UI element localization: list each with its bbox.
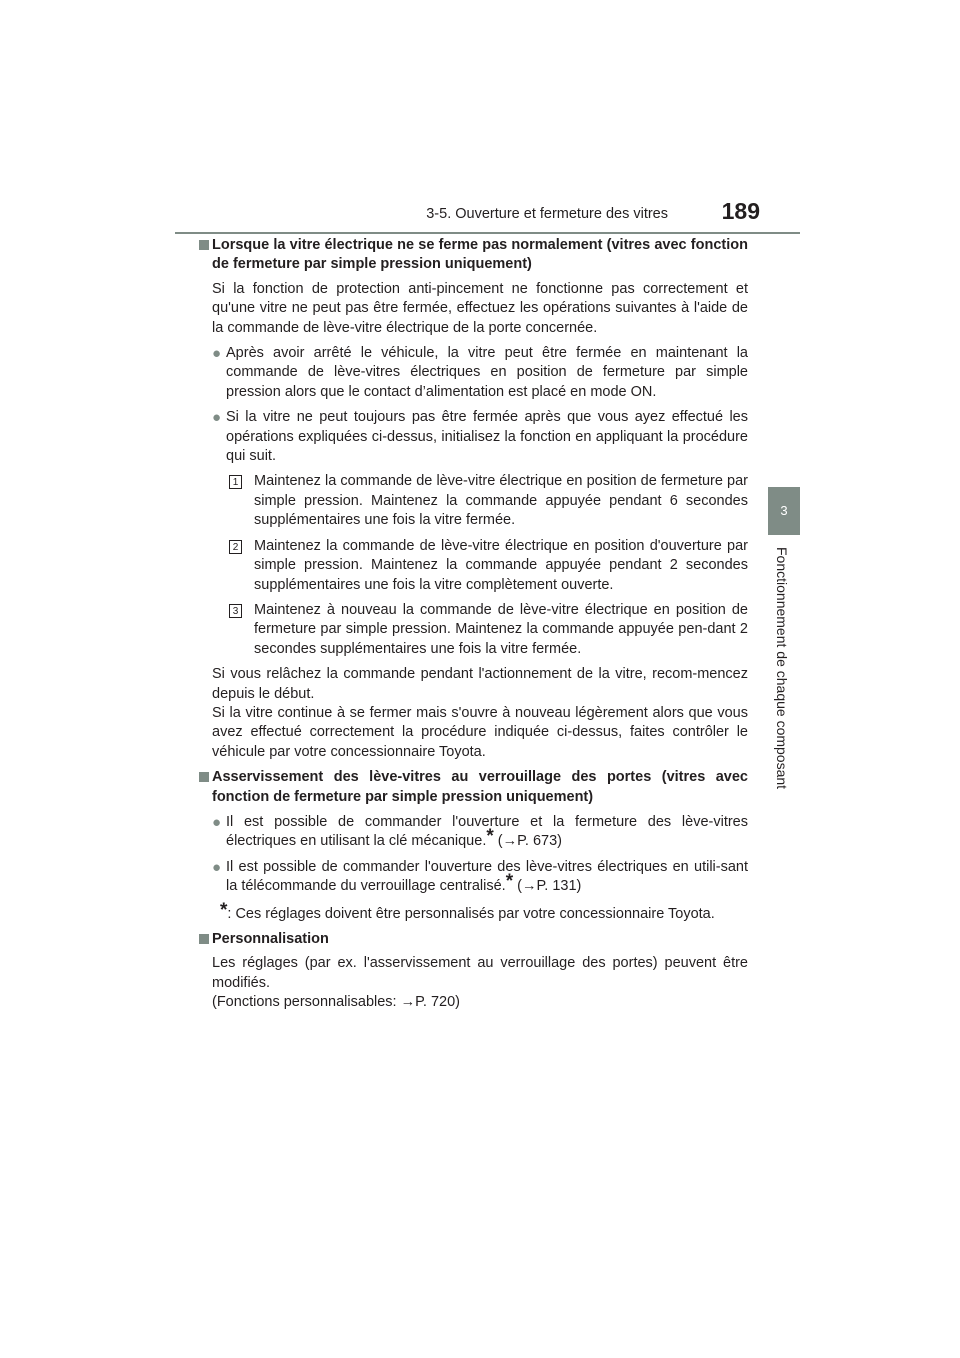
list-item [212,813,748,852]
footnote-marker: * [505,871,514,893]
procedure-step [212,472,748,530]
header-section-title: 3-5. Ouverture et fermeture des vitres [426,206,668,222]
section-window-close [212,236,748,762]
section-square-icon [199,240,209,250]
list-item [212,858,748,897]
footnote-text: : Ces réglages doivent être personnalisés par votre concessionnaire Toyota. [227,905,715,922]
procedure-step [212,537,748,595]
step-number: 2 [229,540,242,554]
step-number: 3 [229,604,242,618]
note-text: Si la vitre continue à se fermer mais s'ouvre à nouveau légèrement alors que vous avez effectué correctement la procédure indiquée ci-dessus, faites contrôler le véhicule par votre concessionnaire Toyota. [212,704,748,760]
list-item [212,344,748,402]
bullet-icon: ● [212,858,222,876]
bullet-text [226,813,748,852]
bullet-text: Après avoir arrêté le véhicule, la vitre peut être fermée en maintenant la commande de lève-vitres électriques en position de fermeture par simple pression alors que le contact d’alimentation est placé en mode ON. [226,345,748,400]
section-customization [212,930,748,1013]
bullet-icon: ● [212,409,222,427]
page-number: 189 [721,198,760,224]
bullet-icon: ● [212,345,222,363]
note-text: Si vous relâchez la commande pendant l'actionnement de la vitre, recom-mencez depuis le début. [212,666,748,702]
bullet-text: Si la vitre ne peut toujours pas être fermée après que vous ayez effectué les opérations expliquées ci-dessus, initialisez la fonction en appliquant la procédure qui suit. [226,409,748,465]
section-door-lock-link [212,768,748,924]
chapter-title: Fonctionnement de chaque composant [774,547,790,790]
bullet-icon: ● [212,813,222,831]
chapter-side-label [768,547,800,807]
bullet-body: Il est possible de commander l'ouverture des lève-vitres électriques en utili-sant la télécommande du verrouillage centralisé. [226,858,748,895]
section-body: (Fonctions personnalisables: →P. 720) [212,994,460,1011]
section-square-icon [199,772,209,782]
section-body: Les réglages (par ex. l'asservissement au verrouillage des portes) peuvent être modifiés. [212,955,748,991]
step-text: Maintenez à nouveau la commande de lève-vitre électrique en position de fermeture par simple pression. Maintenez la commande appuyée pen-dant 2 secondes supplémentaires une fois la vitre fermée. [254,601,748,657]
section-heading: Asservissement des lève-vitres au verrouillage des portes (vitres avec fonction de fermeture par simple pression uniquement) [212,769,748,805]
header-rule [175,232,800,234]
page-reference: (→P. 673) [497,833,562,850]
bullet-body: Il est possible de commander l'ouverture et la fermeture des lève-vitres électriques en utilisant la clé mécanique. [226,813,748,850]
section-heading: Lorsque la vitre électrique ne se ferme pas normalement (vitres avec fonction de fermeture par simple pression uniquement) [212,237,748,273]
footnote-star: * [220,899,228,921]
page-content [212,236,748,1013]
chapter-tab: 3 [768,487,800,535]
step-number: 1 [229,475,242,489]
page-reference: (→P. 131) [517,878,582,895]
bullet-text [226,858,748,897]
step-text: Maintenez la commande de lève-vitre électrique en position de fermeture par simple pression. Maintenez la commande appuyée pendant 6 secondes supplémentaires une fois la vitre fermée. [254,473,748,529]
procedure-step [212,601,748,659]
list-item [212,408,748,466]
footnote-marker: * [486,826,494,848]
footnote [220,899,748,924]
step-text: Maintenez la commande de lève-vitre électrique en position d'ouverture par simple pression. Maintenez la commande appuyée pendant 2 secondes supplémentaires une fois la vitre complètement ouverte. [254,537,748,593]
section-square-icon [199,934,209,944]
section-intro: Si la fonction de protection anti-pincement ne fonctionne pas correctement et qu'une vitre ne peut pas être fermée, effectuez les opérations suivantes à l'aide de la commande de lève-vitre électrique de la porte concernée. [212,280,748,336]
section-heading: Personnalisation [212,931,329,947]
